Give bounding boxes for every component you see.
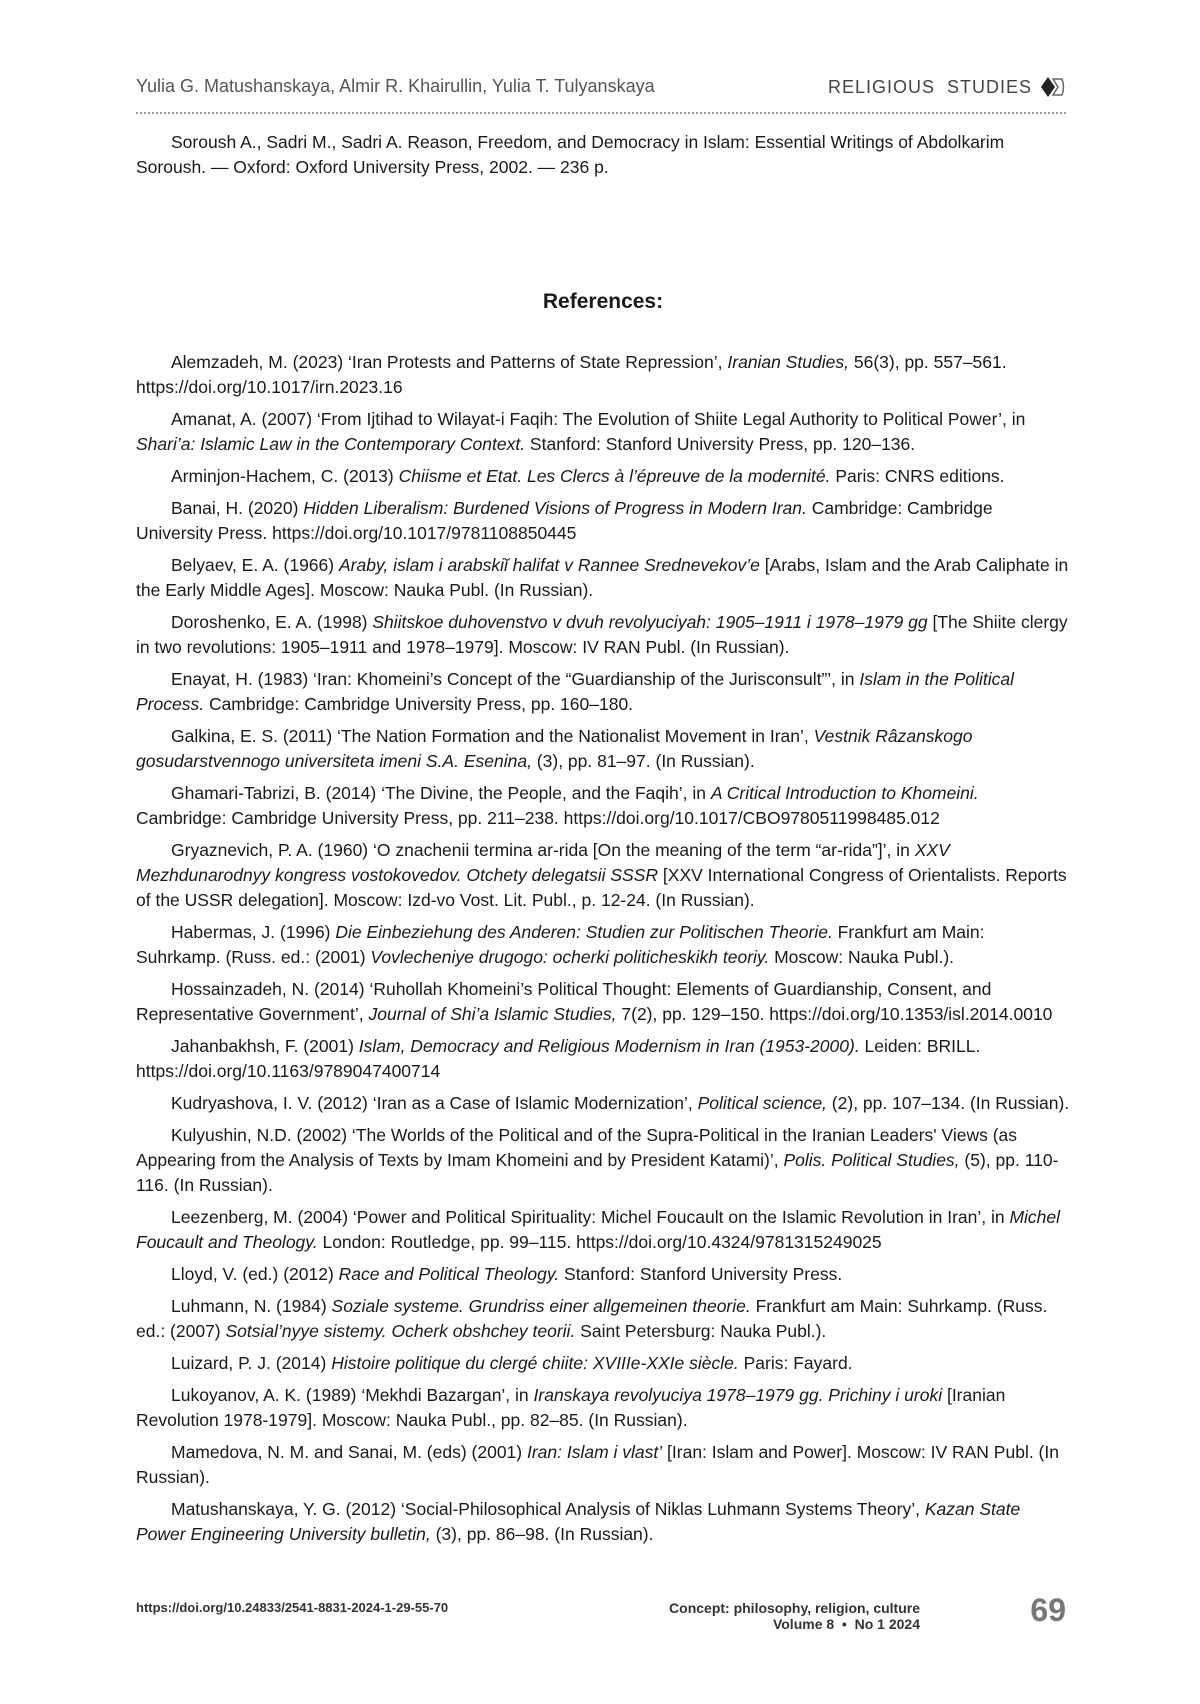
reference-title: Vovlecheniye drugogo: ocherki politicheskikh teoriy.: [370, 947, 770, 967]
diamond-book-icon: [1040, 76, 1066, 98]
running-header: [136, 74, 1066, 102]
reference-entry: [136, 1383, 1070, 1433]
reference-entry: [136, 1034, 1070, 1084]
reference-title: A Critical Introduction to Khomeini.: [710, 783, 979, 803]
reference-text: Banai, H. (2020): [171, 498, 304, 518]
reference-entry: [136, 464, 1070, 489]
reference-text: Alemzadeh, M. (2023) ‘Iran Protests and Patterns of State Repression’,: [171, 352, 728, 372]
reference-text: Lukoyanov, A. K. (1989) ‘Mekhdi Bazargan’, in: [171, 1385, 534, 1405]
reference-text: [Arabs, Islam and the Arab Caliphate in the Early Middle Ages]. Moscow: Nauka Publ. (In Russian).: [136, 555, 1069, 600]
reference-entry: [136, 407, 1070, 457]
reference-entry: [136, 1351, 1070, 1376]
reference-text: Moscow: Nauka Publ.).: [769, 947, 955, 967]
reference-text: Cambridge: Cambridge University Press, pp. 160–180.: [204, 694, 634, 714]
reference-text: (3), pp. 86–98. (In Russian).: [430, 1524, 654, 1544]
reference-text: Galkina, E. S. (2011) ‘The Nation Formation and the Nationalist Movement in Iran’,: [171, 726, 814, 746]
reference-text: [Iranian Revolution 1978-1979]. Moscow: Nauka Publ., pp. 82–85. (In Russian).: [136, 1385, 1006, 1430]
reference-title: Political science,: [697, 1093, 827, 1113]
reference-text: Gryaznevich, P. A. (1960) ‘O znachenii termina ar-rida [On the meaning of the term “ar-rida”]’, in: [171, 840, 915, 860]
reference-title: Journal of Shi’a Islamic Studies,: [368, 1004, 617, 1024]
reference-title: Polis. Political Studies,: [783, 1150, 960, 1170]
reference-title: Vestnik Râzanskogo gosudarstvennogo universiteta imeni S.A. Esenina,: [136, 726, 973, 771]
reference-title: Shiitskoe duhovenstvo v dvuh revolyuciyah: 1905–1911 i 1978–1979 gg: [372, 612, 928, 632]
preceding-reference: Soroush A., Sadri M., Sadri A. Reason, Freedom, and Democracy in Islam: Essential Writings of Abdolkarim Soroush. — Oxford: Oxford University Press, 2002. — 236 p.: [136, 132, 1005, 177]
reference-text: Cambridge: Cambridge University Press, pp. 211–238. https://doi.org/10.1017/CBO9780511998485.012: [136, 808, 940, 828]
reference-text: Kudryashova, I. V. (2012) ‘Iran as a Case of Islamic Modernization’,: [171, 1093, 698, 1113]
reference-text: Stanford: Stanford University Press, pp. 120–136.: [525, 434, 916, 454]
reference-title: Sotsial’nyye sistemy. Ocherk obshchey teorii.: [225, 1321, 576, 1341]
reference-text: [Iran: Islam and Power]. Moscow: IV RAN Publ. (In Russian).: [136, 1442, 1059, 1487]
reference-entry: [136, 1123, 1070, 1198]
reference-entry: [136, 1294, 1070, 1344]
reference-text: Hossainzadeh, N. (2014) ‘Ruhollah Khomeini’s Political Thought: Elements of Guardianship, Consent, and Representative Government’,: [136, 979, 992, 1024]
reference-text: [The Shiite clergy in two revolutions: 1905–1911 and 1978–1979]. Moscow: IV RAN Publ. (In Russian).: [136, 612, 1068, 657]
footer-doi: https://doi.org/10.24833/2541-8831-2024-1-29-55-70: [136, 1600, 449, 1615]
journal-title: Concept: philosophy, religion, culture: [669, 1600, 920, 1616]
journal-volume: Volume 8 • No 1 2024: [772, 1616, 920, 1632]
reference-text: (3), pp. 81–97. (In Russian).: [531, 751, 755, 771]
reference-title: Araby, islam i arabskiĭ halifat v Rannee Srednevekov’e: [338, 555, 760, 575]
reference-text: Leiden: BRILL. https://doi.org/10.1163/9789047400714: [136, 1036, 981, 1081]
page-footer: [136, 1592, 1066, 1644]
reference-text: Habermas, J. (1996): [171, 922, 336, 942]
header-section: [828, 76, 1066, 98]
reference-title: Iranian Studies,: [727, 352, 849, 372]
reference-entry: [136, 667, 1070, 717]
reference-entry: [136, 1497, 1070, 1547]
reference-title: Race and Political Theology.: [338, 1264, 560, 1284]
reference-title: Islam, Democracy and Religious Modernism in Iran (1953-2000).: [358, 1036, 860, 1056]
reference-text: Amanat, A. (2007) ‘From Ijtihad to Wilayat-i Faqih: The Evolution of Shiite Legal Authority to Political Power’, in: [171, 409, 1026, 429]
reference-text: Leezenberg, M. (2004) ‘Power and Political Spirituality: Michel Foucault on the Islamic Revolution in Iran’, in: [171, 1207, 1010, 1227]
reference-title: Iranskaya revolyuciya 1978–1979 gg. Prichiny i uroki: [533, 1385, 943, 1405]
reference-text: Saint Petersburg: Nauka Publ.).: [575, 1321, 827, 1341]
reference-text: Luhmann, N. (1984): [171, 1296, 332, 1316]
reference-text: Matushanskaya, Y. G. (2012) ‘Social-Philosophical Analysis of Niklas Luhmann Systems Theory’,: [171, 1499, 925, 1519]
reference-text: Belyaev, E. A. (1966): [171, 555, 339, 575]
reference-title: Kazan State Power Engineering University bulletin,: [136, 1499, 1021, 1544]
references-list: [136, 350, 1070, 1547]
reference-entry: [136, 496, 1070, 546]
reference-text: [XXV International Congress of Orientalists. Reports of the USSR delegation]. Moscow: Izd-vo Vost. Lit. Publ., p. 12-24. (In Russian).: [136, 865, 1067, 910]
reference-text: Mamedova, N. M. and Sanai, M. (eds) (2001): [171, 1442, 527, 1462]
page-number: 69: [1030, 1592, 1066, 1628]
header-authors: Yulia G. Matushanskaya, Almir R. Khairullin, Yulia T. Tulyanskaya: [136, 76, 655, 96]
reference-entry: [136, 1262, 1070, 1287]
reference-text: Doroshenko, E. A. (1998): [171, 612, 373, 632]
section-label: RELIGIOUS STUDIES: [827, 76, 1032, 97]
reference-title: Islam in the Political Process.: [136, 669, 1015, 714]
reference-text: Frankfurt am Main: Suhrkamp. (Russ. ed.: (2007): [136, 1296, 1048, 1341]
reference-text: (5), pp. 110-116. (In Russian).: [136, 1150, 1059, 1195]
reference-text: Jahanbakhsh, F. (2001): [171, 1036, 359, 1056]
footer-journal: [669, 1600, 920, 1632]
reference-text: (2), pp. 107–134. (In Russian).: [826, 1093, 1070, 1113]
header-divider: [136, 112, 1066, 114]
reference-title: XXV Mezhdunarodnyy kongress vostokovedov. Otchety delegatsii SSSR: [136, 840, 950, 885]
reference-title: Iran: Islam i vlast’: [526, 1442, 663, 1462]
reference-text: London: Routledge, pp. 99–115. https://doi.org/10.4324/9781315249025: [317, 1232, 882, 1252]
reference-text: Stanford: Stanford University Press.: [559, 1264, 843, 1284]
page-body: [136, 130, 1070, 1554]
reference-title: Histoire politique du clergé chiite: XVIIIe-XXIe siècle.: [331, 1353, 739, 1373]
reference-entry: [136, 920, 1070, 970]
reference-title: Hidden Liberalism: Burdened Visions of Progress in Modern Iran.: [303, 498, 807, 518]
reference-text: Arminjon-Hachem, C. (2013): [171, 466, 399, 486]
references-heading: References:: [542, 290, 664, 313]
reference-title: Soziale systeme. Grundriss einer allgemeinen theorie.: [331, 1296, 751, 1316]
reference-entry: [136, 1205, 1070, 1255]
reference-title: Michel Foucault and Theology.: [136, 1207, 1061, 1252]
reference-text: Frankfurt am Main: Suhrkamp. (Russ. ed.: (2001): [136, 922, 985, 967]
reference-title: Shari’a: Islamic Law in the Contemporary Context.: [136, 434, 526, 454]
reference-text: Luizard, P. J. (2014): [171, 1353, 332, 1373]
reference-entry: [136, 610, 1070, 660]
reference-entry: [136, 781, 1070, 831]
reference-entry: [136, 1440, 1070, 1490]
reference-text: Kulyushin, N.D. (2002) ‘The Worlds of the Political and of the Supra-Political in the Iranian Leaders' Views (as Appearing from the Analysis of Texts by Imam Khomeini and by President Katami)’,: [136, 1125, 1018, 1170]
reference-text: Paris: CNRS editions.: [830, 466, 1005, 486]
reference-entry: [136, 977, 1070, 1027]
reference-title: Die Einbeziehung des Anderen: Studien zur Politischen Theorie.: [335, 922, 833, 942]
reference-text: Lloyd, V. (ed.) (2012): [171, 1264, 339, 1284]
reference-text: 7(2), pp. 129–150. https://doi.org/10.1353/isl.2014.0010: [616, 1004, 1053, 1024]
reference-entry: [136, 553, 1070, 603]
reference-entry: [136, 350, 1070, 400]
reference-entry: [136, 838, 1070, 913]
reference-entry: [136, 1091, 1070, 1116]
reference-text: Paris: Fayard.: [738, 1353, 853, 1373]
reference-title: Chiisme et Etat. Les Clercs à l’épreuve de la modernité.: [398, 466, 831, 486]
reference-entry: [136, 724, 1070, 774]
reference-text: Enayat, H. (1983) ‘Iran: Khomeini’s Concept of the “Guardianship of the Jurisconsult”’, in: [171, 669, 860, 689]
reference-text: Cambridge: Cambridge University Press. https://doi.org/10.1017/9781108850445: [136, 498, 993, 543]
reference-text: Ghamari-Tabrizi, B. (2014) ‘The Divine, the People, and the Faqih’, in: [171, 783, 711, 803]
reference-text: 56(3), pp. 557–561. https://doi.org/10.1017/irn.2023.16: [136, 352, 1007, 397]
